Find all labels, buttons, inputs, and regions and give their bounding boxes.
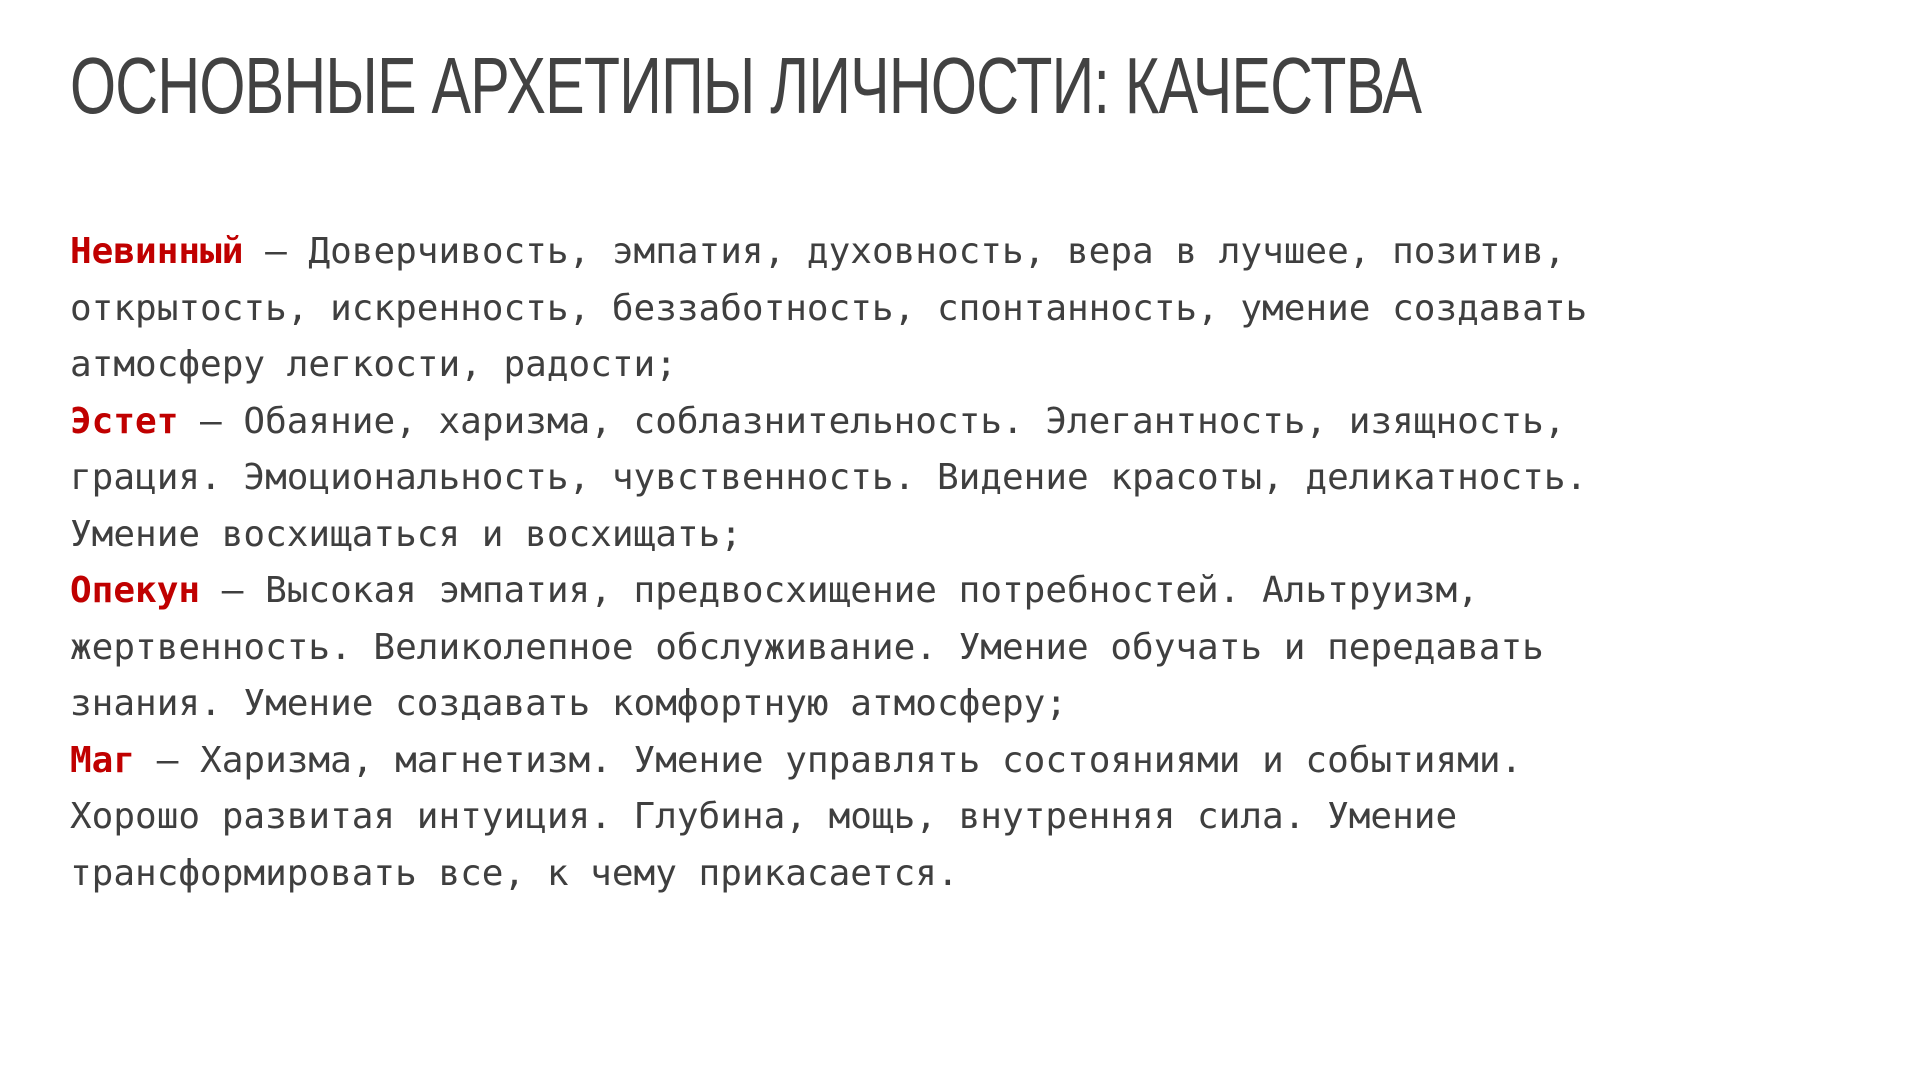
archetype-name: Опекун [70, 570, 201, 611]
archetype-text: Доверчивость, эмпатия, духовность, вера в лучшее, позитив, [308, 231, 1566, 272]
archetype-line [70, 733, 1850, 790]
archetype-text: трансформировать все, к чему прикасается. [70, 852, 959, 894]
archetype-caregiver [70, 563, 1850, 733]
archetype-text: Харизма, магнетизм. Умение управлять состояниями и событиями. [200, 739, 1523, 781]
archetype-text: Обаяние, харизма, соблазнительность. Элегантность, изящность, [243, 400, 1566, 442]
archetype-text: Высокая эмпатия, предвосхищение потребностей. Альтруизм, [265, 570, 1479, 611]
archetype-text: знания. Умение создавать комфортную атмосферу; [70, 683, 1067, 724]
archetype-text: грация. Эмоциональность, чувственность. Видение красоты, деликатность. [70, 457, 1588, 498]
archetype-line [70, 394, 1850, 451]
archetype-magician [70, 733, 1850, 903]
archetype-text: открытость, искренность, беззаботность, спонтанность, умение создавать [70, 287, 1588, 329]
archetype-name: Маг [70, 739, 136, 781]
archetype-text: Хорошо развитая интуиция. Глубина, мощь, внутренняя сила. Умение [70, 796, 1458, 837]
archetype-dash: – [243, 231, 309, 272]
archetype-text: Умение восхищаться и восхищать; [70, 513, 742, 555]
archetype-list [70, 224, 1850, 902]
archetype-dash: – [200, 570, 266, 611]
archetype-line [70, 224, 1850, 281]
archetype-line [70, 563, 1850, 620]
archetype-name: Эстет [70, 400, 179, 442]
slide-title: ОСНОВНЫЕ АРХЕТИПЫ ЛИЧНОСТИ: КАЧЕСТВА [70, 41, 1422, 130]
archetype-dash: – [135, 739, 201, 781]
archetype-name: Невинный [70, 231, 244, 272]
archetype-aesthete [70, 394, 1850, 564]
archetype-text: жертвенность. Великолепное обслуживание. Умение обучать и передавать [70, 626, 1544, 668]
archetype-innocent [70, 224, 1850, 394]
archetype-text: атмосферу легкости, радости; [70, 344, 677, 385]
archetype-dash: – [178, 400, 244, 442]
